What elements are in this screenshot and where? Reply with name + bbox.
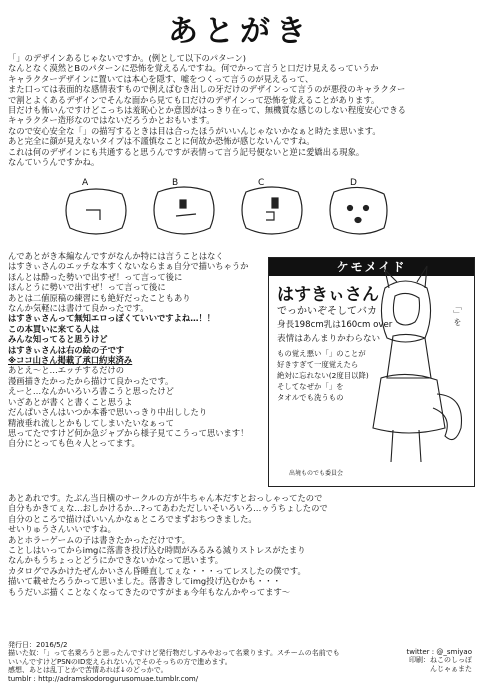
left-line: この本買いに来てる人は: [8, 323, 100, 334]
intro-line: なんとなく漠然とBのパターンに恐怖を覚えるんですね。何でかって言うと口だけ見えるっていうか: [8, 63, 379, 74]
face-a-outline: [66, 189, 126, 234]
character-hair: [381, 281, 430, 342]
character-card: [268, 257, 475, 487]
intro-line: なので安心安全な「」の描写するときは目は合ったほうがいいんじゃないかなぁと時たま思います。: [8, 125, 381, 136]
card-header: ケモメイド: [269, 258, 474, 276]
character-face: [393, 293, 419, 325]
face-label-a: A: [82, 178, 89, 188]
author-line: 描いた奴：「」って名乗ろうと思ったんですけど発行物だしすみやおって名乗ります。スチームの名前でも: [8, 649, 340, 658]
intro-line: 「」のデザインあるじゃないですか。(例として以下のパターン): [8, 53, 247, 63]
left-column-text: [8, 251, 266, 449]
card-note: 好きすぎて一度覚えたら: [277, 360, 359, 369]
left-line: あとえ～と…エッチするだけの: [8, 365, 124, 376]
left-line: はすきぃさんのエッチな本すくないならまぁ自分で描いちゃうか: [8, 261, 249, 272]
body-line: あとホラーゲームの子は書きたかっただけです。: [8, 534, 190, 545]
maid-apron-skirt: [373, 374, 445, 433]
left-line: なんか気軽には書けて良かったです。: [8, 303, 149, 314]
body-line: あとあれです。たぶん当日横のサークルの方が牛ちゃん本だすとおっしゃってたので: [8, 493, 323, 503]
face-c-mouth: [266, 212, 274, 220]
left-line: ほんとうに勢いで出すぜ！って言って後に: [8, 282, 166, 293]
closing-line: んじゃぁまた: [430, 664, 472, 673]
intro-line: キャラクターデザインに置いては本心を隠す、嘘をつくって言うのが見えるって、: [8, 73, 314, 84]
character-name: はすきぃさん: [277, 285, 379, 305]
face-c-outline: [242, 187, 302, 234]
left-line: いざあとが書くと書くこと思うよ: [8, 396, 133, 407]
intro-line: 目だけも怖いんですけどこっちは羞恥心とか意図がはっきり在って、無機質な感じのしない程度安心できる: [8, 105, 406, 116]
face-d-eye-left: [348, 206, 353, 211]
card-note: タオルでも洗うもの: [277, 393, 344, 402]
face-c-eye: [272, 198, 278, 208]
card-side-note: 「」を: [453, 302, 462, 326]
wolf-tail: [433, 394, 462, 440]
card-note: もの覚え悪い「」のことが: [277, 349, 366, 358]
left-line: ほんとは酔った勢いで出すぜ！って言って後に: [8, 271, 183, 282]
intro-line: あと完全に顔が見えないタイプは不謹慎なことに何故か恐怖が感じないんですね。: [8, 136, 315, 147]
left-line: 漫画描きたかったから描けて良かったです。: [8, 375, 174, 386]
face-b-outline: [154, 187, 214, 234]
author-line: いいんですけどPSNのID変えられないんでそのそっちの方で進めます。: [8, 657, 232, 666]
body-line: カタログでみかけたぜんかいさん昏睡直してぇな・・・ってレスしたの僕です。: [8, 565, 306, 576]
intro-line: これは何のデザインにも共通すると思うんですが表情って言う記号便ないと逆に愛嬌出る現象。: [8, 146, 365, 157]
face-a-mouth: [86, 210, 100, 220]
printer-line: 印刷：ねこのしっぽ: [409, 656, 472, 665]
face-label-b: B: [172, 178, 179, 188]
face-b-eye: [180, 200, 186, 208]
left-line: みんな知ってると思うけど: [8, 334, 108, 345]
left-line: はすきぃさんは右の絵の子です: [8, 344, 125, 355]
left-line: あとは二値原稿の練習にも絶好だったこともあり: [8, 292, 191, 303]
body-line: 描いて載せたろうかって思いました。落書きしてimg投げ込むかも・・・: [8, 576, 281, 587]
character-legs: [391, 430, 421, 462]
card-note: 表情はあんまりかわらない: [277, 334, 381, 344]
face-sketches: [60, 180, 390, 242]
face-label-c: C: [258, 178, 265, 188]
card-note: そしてなぜか「」を: [277, 382, 344, 391]
left-line: んであとがき本編なんですがなんか特には言うことはなく: [8, 251, 224, 261]
left-line: だんぱいさんはいつか本番で思いっきり中出ししたり: [8, 407, 208, 418]
card-note: 絶対に忘れない(2度目以降): [277, 371, 369, 380]
left-line: 思ってたですけど何か急ジャブから様子見てこうって思います！: [8, 427, 249, 438]
intro-line: で割とよくあるデザインでそんな面から見ても口だけのデザインって恐怖を覚えることがあります。: [8, 94, 380, 105]
body-line: せいりゅうさんいいですね。: [8, 524, 116, 535]
colophon-end: [260, 648, 472, 673]
intro-line: キャラクター造形なのではないだろうかとおもいます。: [8, 115, 215, 126]
face-b-mouth: [176, 214, 196, 216]
left-line: えーと…なんかいろいろ書こうと思ったけど: [8, 386, 174, 397]
left-line: 自分にとっても色々人とってます。: [8, 438, 140, 449]
wolf-ear-left: [385, 270, 397, 288]
body-line: もうだいぶ描くことなくなってきたのですがまぁ今年もなんかやってます～: [8, 586, 291, 597]
body-line: ことしはいってからimgに落書き投げ込む時間がみるみる減りストレスがたまり: [8, 545, 306, 556]
body-line: 自分のところで描けばいいんかなぁところでまずおちつきました。: [8, 513, 257, 524]
face-d-outline: [330, 187, 387, 234]
face-d-mouth: [355, 218, 361, 223]
face-label-d: D: [350, 178, 357, 188]
twitter-handle[interactable]: twitter : @_smiyao: [406, 648, 472, 656]
card-note: でっかいぞそしてバカ: [277, 306, 377, 317]
publication-date: 発行日：2016/5/2: [8, 641, 68, 649]
page-title: あとがき: [168, 14, 312, 49]
body-line: なんかもうちょっとどうにかできないかなって思います。: [8, 555, 224, 566]
face-d-eye-right: [364, 206, 369, 211]
left-line: はすきぃさんって無知エロっぽくていいですよね…！！: [8, 313, 216, 324]
thanks-line: 感想、あとは乱丁とかで苦情あれば↓のどっかで。: [8, 666, 168, 675]
tumblr-link[interactable]: tumblr : http://adramskodorogurusomuae.tumblr.com/: [8, 674, 199, 683]
closing-text: [8, 493, 470, 597]
intro-line: なんていうんですかね。: [8, 157, 100, 168]
face-pattern-illustration: [60, 180, 390, 242]
body-line: 自分もかきてぇな…おしかけるか…?ってあわただしいそいろいろ…ゥうちょしたので: [8, 503, 328, 514]
card-note: 身長198cm乳は160cm over: [277, 320, 393, 330]
maid-character-illustration: [269, 258, 474, 486]
intro-paragraph: [8, 53, 470, 167]
intro-line: また口っては表面的な感情表すもので例えばむき出しの牙だけのデザインって言うのが悪役のキャラクター: [8, 84, 406, 95]
left-line: ※ココ山さん掲載了承口約束済み: [8, 355, 133, 366]
card-credit: 出境ものでも委員会: [289, 470, 344, 477]
left-line: 精液垂れ流しとかもしてしまいたいなぁって: [8, 417, 174, 428]
